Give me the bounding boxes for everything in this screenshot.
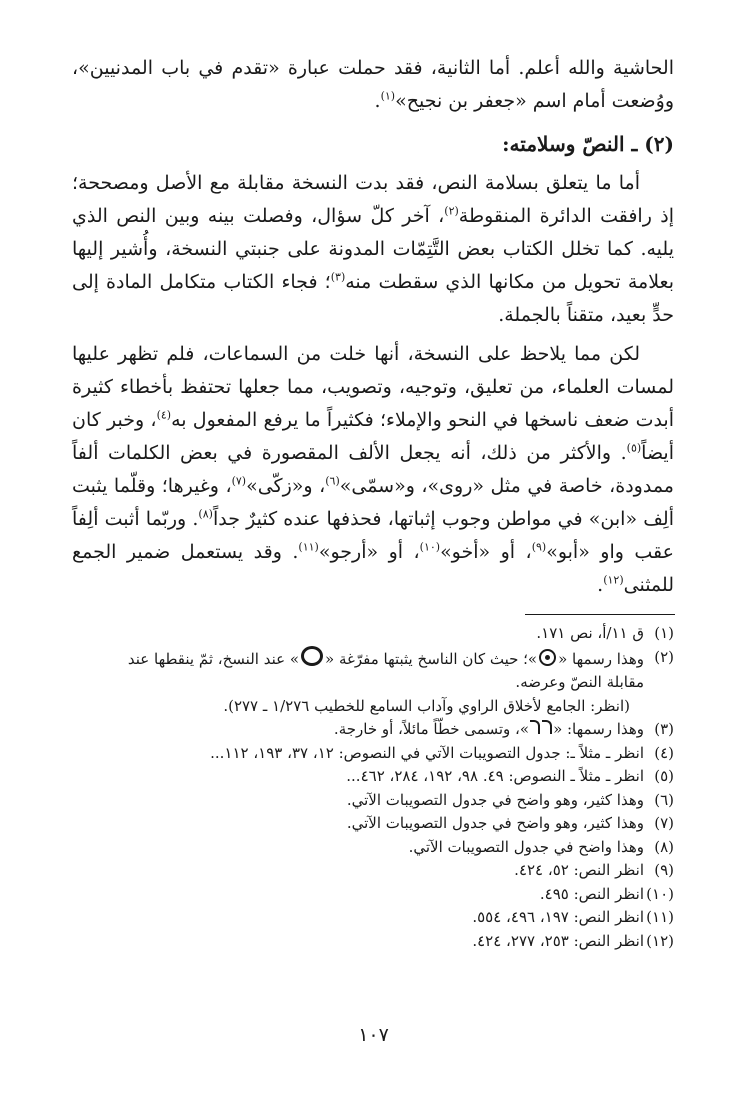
- footnote-ref[interactable]: (٧): [231, 474, 247, 488]
- footnote-text: انظر ـ مثلاً ـ: جدول التصويبات الآتي في النصوص: ١٢، ٣٧، ١٩٣، ١١٢...: [210, 743, 644, 762]
- paragraph-2-text-c: ؛ فجاء الكتاب متكامل المادة إلى حدٍّ بعيد، متقناً بالجملة.: [72, 271, 674, 326]
- punctuation: .: [374, 90, 381, 112]
- footnote-ref[interactable]: (١٠): [419, 540, 441, 554]
- footnote-text: [72, 718, 644, 742]
- footnote-number: (٦): [654, 790, 674, 809]
- footnote-1: [72, 622, 674, 646]
- footnote-text: انظر النص: ١٩٧، ٤٩٦، ٥٥٤.: [472, 908, 644, 926]
- footnote-number: (٢): [654, 647, 674, 666]
- section-heading: (٢) ـ النصّ وسلامته:: [502, 132, 674, 156]
- footnote-text-a: وهذا رسمها «: [558, 649, 644, 668]
- paragraph-3-text-f: . وربّما أثبت ألِفاً عقب واو «أبو»: [72, 508, 675, 563]
- footnote-number: (١٢): [646, 931, 674, 950]
- footnote-number: (٤): [654, 743, 674, 762]
- paragraph-2: [72, 167, 674, 332]
- footnote-5: [72, 765, 674, 789]
- paragraph-2-text-b: ، آخر كلّ سؤال، وفصلت بينه وبين النص الذي يليه. كما تخلل الكتاب بعض التَّتِمّات المدونة على جنبتي النسخة، وأُشير إليها بعلامة تحويل من مكانها الذي سقطت منه: [72, 205, 675, 293]
- footnote-number: (٥): [654, 767, 674, 785]
- paragraph-3-text-h: ، أو «أرجو»: [318, 541, 420, 563]
- footnote-text: مقابلة النصّ وعرضه.: [515, 673, 644, 691]
- main-text: [72, 52, 674, 602]
- footnote-number: (٨): [654, 837, 674, 856]
- footnote-12: [72, 930, 674, 954]
- footnote-text: انظر ـ مثلاً ـ النصوص: ٤٩. ٩٨، ١٩٢، ٢٨٤، ٤٦٢...: [346, 767, 644, 785]
- footnote-text-b: »؛ حيث كان الناسخ يثبتها مفرّغة «: [325, 649, 538, 668]
- footnote-2-reference: [72, 695, 674, 719]
- footnote-ref[interactable]: (٢): [444, 204, 459, 218]
- footnote-10: [72, 883, 674, 907]
- footnote-text-c: » عند النسخ، ثمّ ينقطها عند: [127, 649, 299, 668]
- paragraph-3-text-e: ، وغيرها؛ وقلّما يثبت ألِف «ابن» في مواطن وجوب إثباتها، فحذفها عنده كثيرٌ جداً: [72, 475, 674, 530]
- footnote-ref[interactable]: (٨): [198, 507, 213, 521]
- page-number: ١٠٧: [358, 1024, 389, 1046]
- footnote-number: (٣): [654, 720, 674, 738]
- footnote-text: [72, 646, 644, 672]
- footnote-number: (٧): [654, 814, 674, 832]
- footnote-text: وهذا كثير، وهو واضح في جدول التصويبات الآتي.: [346, 814, 644, 832]
- footnote-text: وهذا واضح في جدول التصويبات الآتي.: [408, 837, 644, 856]
- slanted-mark-icon: [530, 720, 540, 734]
- dotted-circle-icon: [539, 649, 556, 666]
- footnote-text: ق ١١/أ، نص ١٧١.: [536, 624, 644, 642]
- empty-circle-icon: [301, 646, 323, 666]
- footnote-number: (٩): [654, 861, 674, 879]
- paragraph-3-text-c: . والأكثر من ذلك، أنه يجعل الألف المقصورة في بعض الكلمات ألفاً ممدودة، خاصة في مثل «روى»، و«سمّى»: [72, 442, 674, 497]
- paragraph-3-text-g: ، أو «أخو»: [440, 541, 532, 563]
- footnote-ref[interactable]: (٥): [626, 441, 642, 455]
- footnote-text: انظر النص: ٤٩٥.: [539, 884, 644, 903]
- footnote-separator: [525, 614, 675, 615]
- footnote-ref[interactable]: (٦): [325, 474, 340, 488]
- footnote-ref[interactable]: (٣): [330, 270, 346, 284]
- footnote-ref[interactable]: (٩): [531, 540, 547, 554]
- footnote-ref[interactable]: (٤): [156, 408, 172, 422]
- footnote-11: [72, 906, 674, 930]
- footnote-2: [72, 646, 674, 672]
- footnote-text: وهذا كثير، وهو واضح في جدول التصويبات الآتي.: [346, 790, 644, 809]
- paragraph-3-text-b: ، وخبر كان أيضاً: [72, 409, 674, 464]
- footnote-ref[interactable]: (١١): [298, 540, 319, 554]
- paragraph-3-text-d: ، و«زكّى»: [246, 475, 326, 497]
- footnote-4: [72, 742, 674, 766]
- footnote-number: (١١): [646, 908, 674, 926]
- footnote-text: انظر النص: ٥٢، ٤٢٤.: [514, 861, 644, 879]
- paragraph-3-text-i: . وقد يستعمل ضمير الجمع للمثنى: [72, 541, 674, 596]
- footnote-number: (١٠): [646, 884, 674, 903]
- footnote-text: (انظر: الجامع لأخلاق الراوي وآداب السامع للخطيب ١/٢٧٦ ـ ٢٧٧).: [223, 696, 630, 715]
- footnote-text-a: وهذا رسمها: «: [553, 720, 644, 738]
- paragraph-3: [72, 338, 674, 602]
- footnote-ref[interactable]: (١): [380, 89, 396, 103]
- paragraph-2-text-a: أما ما يتعلق بسلامة النص، فقد بدت النسخة مقابلة مع الأصل ومصححة؛ إذ رافقت الدائرة المنقوطة: [72, 172, 674, 227]
- footnote-text-b: »، وتسمى خطّاً مائلاً، أو خارجة.: [333, 720, 530, 738]
- footnote-2-continuation: [72, 671, 674, 695]
- footnote-9: [72, 859, 674, 883]
- footnote-8: [72, 836, 674, 860]
- footnote-text: انظر النص: ٢٥٣، ٢٧٧، ٤٢٤.: [472, 931, 644, 950]
- footnote-number: (١): [654, 624, 674, 642]
- paragraph-3-text-a: لكن مما يلاحظ على النسخة، أنها خلت من السماعات، فلم تظهر عليها لمسات العلماء، من تعليق، وتوجيه، وتصويب، مما جعلها تحتفظ بأخطاء كثيرة أبدت ضعف ناسخها في النحو والإملاء؛ فكثيراً ما يرفع المفعول به: [72, 343, 674, 431]
- paragraph-1: [72, 52, 674, 118]
- footnote-7: [72, 812, 674, 836]
- footnotes: [72, 622, 674, 953]
- punctuation: .: [597, 574, 604, 596]
- footnote-ref[interactable]: (١٢): [603, 573, 624, 587]
- footnote-3: [72, 718, 674, 742]
- paragraph-1-text: الحاشية والله أعلم. أما الثانية، فقد حملت عبارة «تقدم في باب المدنيين»، ووُضعت أمام اسم «جعفر بن نجيح»: [72, 57, 674, 112]
- slanted-mark-icon: [542, 720, 552, 734]
- footnote-6: [72, 789, 674, 813]
